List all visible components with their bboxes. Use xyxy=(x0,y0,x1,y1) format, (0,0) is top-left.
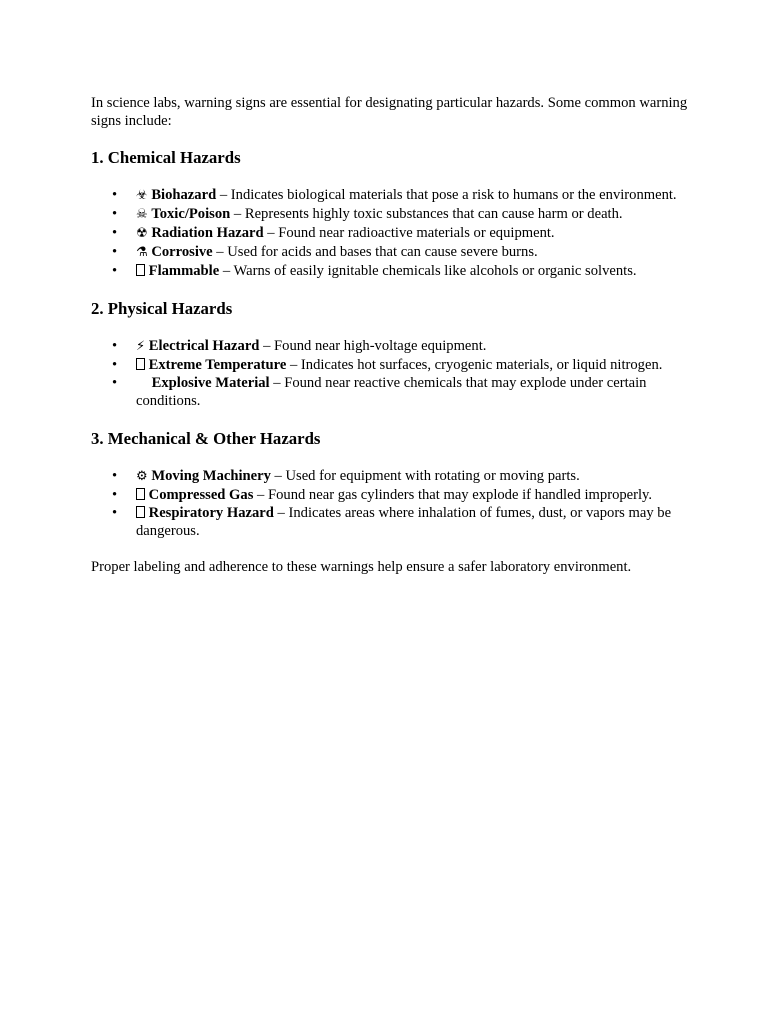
hazard-name: Extreme Temperature xyxy=(148,357,287,373)
hazard-description: – Found near high-voltage equipment. xyxy=(259,338,487,354)
hazard-name: Respiratory Hazard xyxy=(148,505,274,521)
hazard-description: – Used for equipment with rotating or moving parts. xyxy=(270,468,580,484)
missing-glyph-icon xyxy=(136,506,145,518)
alembic-icon: ⚗ xyxy=(136,245,148,260)
section-heading-mechanical: 3. Mechanical & Other Hazards xyxy=(91,429,321,448)
hazard-description: – Found near radioactive materials or equipment. xyxy=(263,225,555,241)
list-item xyxy=(91,504,691,540)
list-item xyxy=(91,186,691,205)
hazard-description: – Found near reactive chemicals that may explode under certain conditions. xyxy=(136,375,647,409)
missing-glyph-icon xyxy=(136,488,145,500)
list-item xyxy=(91,243,691,262)
section-heading-physical: 2. Physical Hazards xyxy=(91,299,233,318)
hazard-name: Moving Machinery xyxy=(151,468,271,484)
hazard-name: Toxic/Poison xyxy=(151,206,231,222)
list-item xyxy=(91,205,691,224)
hazard-name: Radiation Hazard xyxy=(151,225,264,241)
document-body xyxy=(91,94,691,576)
chemical-hazards-list xyxy=(91,186,691,280)
closing-paragraph: Proper labeling and adherence to these warnings help ensure a safer laboratory environment. xyxy=(91,559,632,575)
list-item xyxy=(91,356,691,374)
hazard-description: – Indicates hot surfaces, cryogenic materials, or liquid nitrogen. xyxy=(286,357,663,373)
hazard-description: – Used for acids and bases that can cause severe burns. xyxy=(212,244,538,260)
hazard-description: – Indicates areas where inhalation of fumes, dust, or vapors may be dangerous. xyxy=(136,505,672,539)
gear-icon: ⚙ xyxy=(136,469,148,484)
intro-paragraph: In science labs, warning signs are essential for designating particular hazards. Some common warning signs include: xyxy=(91,95,688,129)
mechanical-hazards-list xyxy=(91,467,691,540)
hazard-name: Biohazard xyxy=(151,187,217,203)
hazard-name: Flammable xyxy=(148,263,220,279)
hazard-description: – Indicates biological materials that pose a risk to humans or the environment. xyxy=(216,187,677,203)
hazard-name: Compressed Gas xyxy=(148,487,254,503)
section-heading-chemical: 1. Chemical Hazards xyxy=(91,148,241,167)
biohazard-icon: ☣ xyxy=(136,188,148,203)
list-item xyxy=(91,374,691,410)
hazard-description: – Represents highly toxic substances that can cause harm or death. xyxy=(230,206,623,222)
list-item xyxy=(91,262,691,280)
list-item xyxy=(91,337,691,356)
missing-glyph-icon xyxy=(136,264,145,276)
list-item xyxy=(91,224,691,243)
hazard-name: Explosive Material xyxy=(151,375,270,391)
hazard-description: – Warns of easily ignitable chemicals like alcohols or organic solvents. xyxy=(219,263,637,279)
lightning-icon: ⚡ xyxy=(136,339,146,354)
list-item xyxy=(91,467,691,486)
list-item xyxy=(91,486,691,504)
missing-glyph-icon xyxy=(136,358,145,370)
physical-hazards-list xyxy=(91,337,691,410)
radioactive-icon: ☢ xyxy=(136,226,148,241)
hazard-name: Electrical Hazard xyxy=(148,338,260,354)
hazard-description: – Found near gas cylinders that may explode if handled improperly. xyxy=(253,487,653,503)
hazard-name: Corrosive xyxy=(151,244,213,260)
skull-crossbones-icon: ☠ xyxy=(136,207,148,222)
